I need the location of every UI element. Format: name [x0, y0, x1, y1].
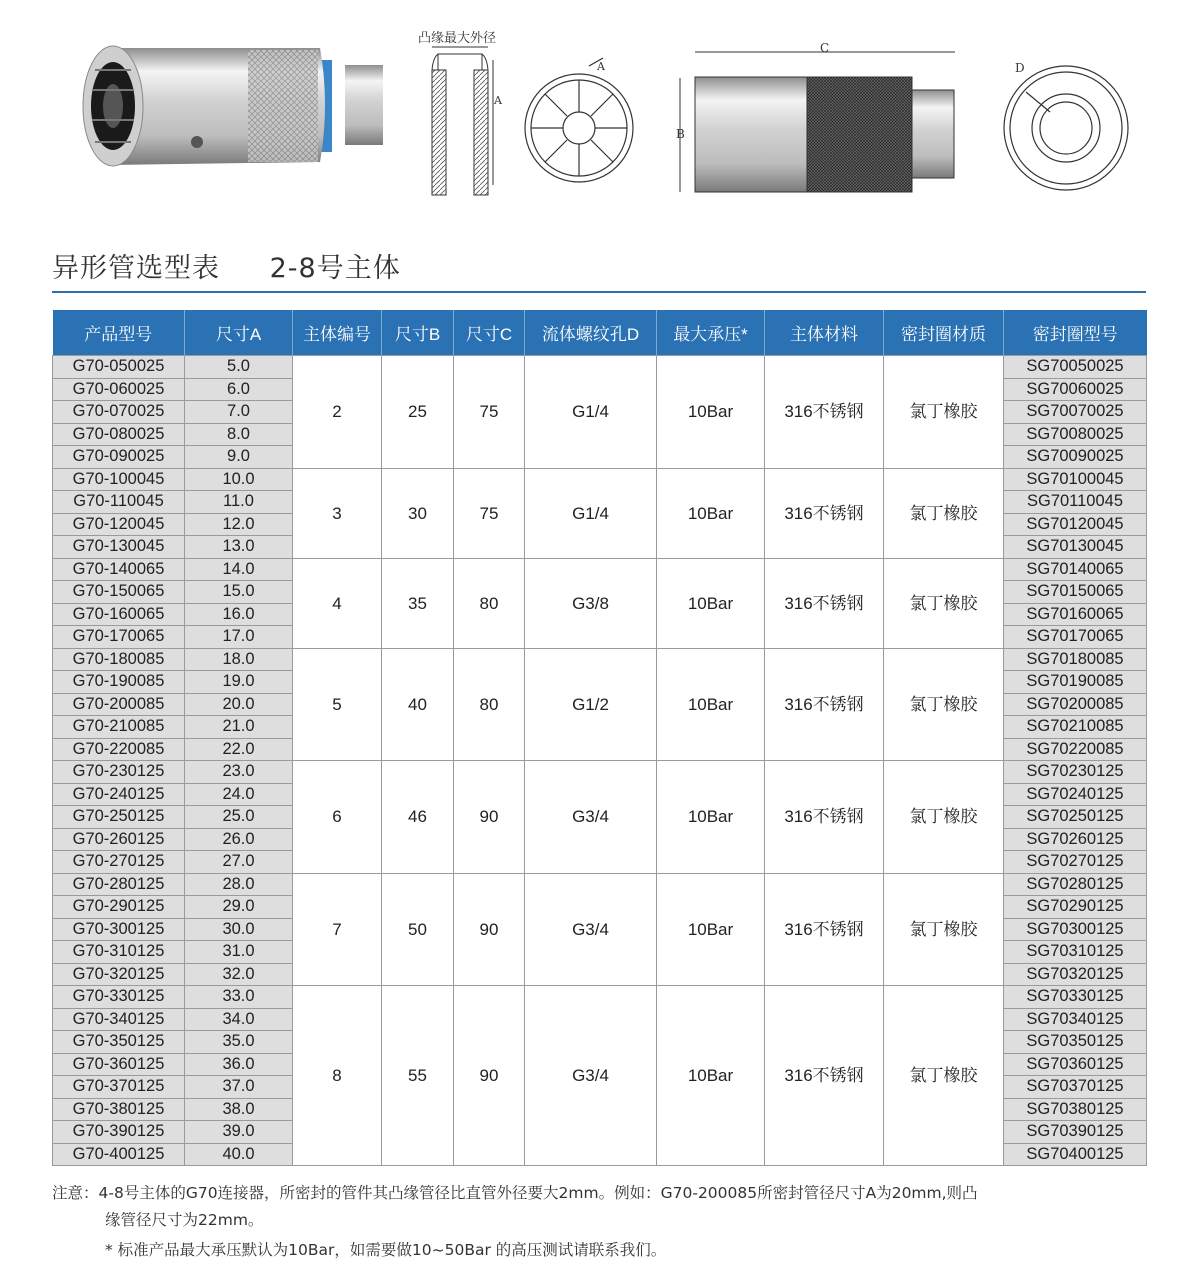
cell-max-pressure: 10Bar	[657, 468, 765, 558]
cell-model: G70-200085	[53, 693, 185, 716]
cell-model: G70-050025	[53, 356, 185, 379]
cell-seal-model: SG70400125	[1004, 1143, 1147, 1166]
cell-model: G70-080025	[53, 423, 185, 446]
cell-max-pressure: 10Bar	[657, 356, 765, 469]
cell-model: G70-290125	[53, 896, 185, 919]
cell-body-no: 5	[293, 648, 382, 761]
cell-thread-d: G3/8	[525, 558, 657, 648]
cell-size-b: 50	[382, 873, 454, 986]
table-row	[53, 356, 1147, 379]
table-row	[53, 873, 1147, 896]
cell-model: G70-120045	[53, 513, 185, 536]
cell-model: G70-210085	[53, 716, 185, 739]
dimension-c-label: C	[820, 41, 830, 55]
table-title-sub: 2-8号主体	[269, 253, 401, 284]
header-seal-model: 密封圈型号	[1004, 310, 1147, 356]
cell-thread-d: G3/4	[525, 761, 657, 874]
cell-seal-model: SG70060025	[1004, 378, 1147, 401]
cell-seal-model: SG70310125	[1004, 941, 1147, 964]
front-view-drawing	[525, 58, 633, 182]
cell-model: G70-320125	[53, 963, 185, 986]
table-header-row	[53, 310, 1147, 356]
cell-seal-model: SG70380125	[1004, 1098, 1147, 1121]
cell-size-a: 28.0	[185, 873, 293, 896]
cell-model: G70-350125	[53, 1031, 185, 1054]
header-body-material: 主体材料	[765, 310, 884, 356]
note-line-2: 缘管径尺寸为22mm。	[105, 1211, 264, 1229]
connector-photo	[83, 46, 383, 166]
cell-seal-model: SG70320125	[1004, 963, 1147, 986]
cell-model: G70-230125	[53, 761, 185, 784]
cell-size-c: 90	[454, 986, 525, 1166]
cell-size-a: 20.0	[185, 693, 293, 716]
cell-size-b: 25	[382, 356, 454, 469]
cell-body-material: 316不锈钢	[765, 558, 884, 648]
cell-size-a: 30.0	[185, 918, 293, 941]
header-max-pressure: 最大承压*	[657, 310, 765, 356]
cell-model: G70-070025	[53, 401, 185, 424]
cell-size-a: 36.0	[185, 1053, 293, 1076]
cell-seal-model: SG70390125	[1004, 1121, 1147, 1144]
header-thread-d: 流体螺纹孔D	[525, 310, 657, 356]
table-row	[53, 761, 1147, 784]
header-body-no: 主体编号	[293, 310, 382, 356]
cell-model: G70-060025	[53, 378, 185, 401]
cell-seal-model: SG70340125	[1004, 1008, 1147, 1031]
cell-seal-model: SG70190085	[1004, 671, 1147, 694]
cell-size-c: 75	[454, 468, 525, 558]
flange-diameter-label: 凸缘最大外径	[418, 31, 497, 46]
cell-seal-model: SG70240125	[1004, 783, 1147, 806]
table-row	[53, 558, 1147, 581]
cell-model: G70-300125	[53, 918, 185, 941]
cell-seal-model: SG70200085	[1004, 693, 1147, 716]
cell-model: G70-250125	[53, 806, 185, 829]
cell-size-a: 31.0	[185, 941, 293, 964]
cell-model: G70-360125	[53, 1053, 185, 1076]
cell-body-material: 316不锈钢	[765, 873, 884, 986]
cell-size-b: 35	[382, 558, 454, 648]
cell-size-a: 29.0	[185, 896, 293, 919]
cell-size-b: 30	[382, 468, 454, 558]
cell-seal-material: 氯丁橡胶	[884, 761, 1004, 874]
cell-size-c: 80	[454, 648, 525, 761]
spec-table	[52, 310, 1147, 1166]
cell-seal-model: SG70350125	[1004, 1031, 1147, 1054]
cell-size-a: 25.0	[185, 806, 293, 829]
cell-seal-model: SG70070025	[1004, 401, 1147, 424]
cell-size-a: 8.0	[185, 423, 293, 446]
cell-seal-model: SG70220085	[1004, 738, 1147, 761]
cell-model: G70-380125	[53, 1098, 185, 1121]
cell-model: G70-100045	[53, 468, 185, 491]
cell-body-no: 6	[293, 761, 382, 874]
cell-seal-model: SG70270125	[1004, 851, 1147, 874]
header-model: 产品型号	[53, 310, 185, 356]
cell-seal-model: SG70260125	[1004, 828, 1147, 851]
cell-size-a: 40.0	[185, 1143, 293, 1166]
cell-max-pressure: 10Bar	[657, 648, 765, 761]
cell-size-a: 21.0	[185, 716, 293, 739]
cell-size-a: 19.0	[185, 671, 293, 694]
cell-seal-material: 氯丁橡胶	[884, 356, 1004, 469]
cell-size-a: 18.0	[185, 648, 293, 671]
dimension-d-label: D	[1015, 61, 1025, 75]
cell-seal-model: SG70370125	[1004, 1076, 1147, 1099]
notes	[52, 1180, 1152, 1264]
cell-seal-model: SG70180085	[1004, 648, 1147, 671]
cell-size-a: 14.0	[185, 558, 293, 581]
cell-model: G70-370125	[53, 1076, 185, 1099]
cell-seal-material: 氯丁橡胶	[884, 558, 1004, 648]
cell-seal-model: SG70090025	[1004, 446, 1147, 469]
cell-max-pressure: 10Bar	[657, 873, 765, 986]
cell-size-c: 90	[454, 761, 525, 874]
cell-model: G70-310125	[53, 941, 185, 964]
cell-model: G70-180085	[53, 648, 185, 671]
cell-seal-material: 氯丁橡胶	[884, 986, 1004, 1166]
cell-seal-model: SG70300125	[1004, 918, 1147, 941]
dimension-a-label-2: A	[597, 60, 605, 73]
dimension-b-label: B	[676, 127, 685, 141]
cell-body-material: 316不锈钢	[765, 648, 884, 761]
cell-seal-model: SG70050025	[1004, 356, 1147, 379]
header-size-c: 尺寸C	[454, 310, 525, 356]
cell-seal-model: SG70120045	[1004, 513, 1147, 536]
table-title-main: 异形管选型表	[52, 253, 220, 284]
cell-size-a: 7.0	[185, 401, 293, 424]
cell-model: G70-110045	[53, 491, 185, 514]
cell-seal-model: SG70100045	[1004, 468, 1147, 491]
side-view-drawing	[676, 41, 955, 192]
cell-size-a: 33.0	[185, 986, 293, 1009]
note-line-3: * 标准产品最大承压默认为10Bar，如需要做10~50Bar 的高压测试请联系我们。	[105, 1241, 667, 1259]
cell-size-a: 22.0	[185, 738, 293, 761]
cell-seal-model: SG70140065	[1004, 558, 1147, 581]
table-title	[52, 246, 401, 285]
cell-size-a: 10.0	[185, 468, 293, 491]
title-divider	[52, 291, 1146, 293]
cell-body-no: 8	[293, 986, 382, 1166]
cell-seal-model: SG70290125	[1004, 896, 1147, 919]
header-size-a: 尺寸A	[185, 310, 293, 356]
cell-seal-model: SG70160065	[1004, 603, 1147, 626]
cell-size-b: 46	[382, 761, 454, 874]
cell-size-a: 11.0	[185, 491, 293, 514]
cell-seal-material: 氯丁橡胶	[884, 648, 1004, 761]
table-row	[53, 648, 1147, 671]
dimension-a-label: A	[494, 94, 502, 107]
cell-size-a: 32.0	[185, 963, 293, 986]
cell-size-a: 5.0	[185, 356, 293, 379]
cell-body-no: 4	[293, 558, 382, 648]
cell-seal-model: SG70150065	[1004, 581, 1147, 604]
cell-body-no: 3	[293, 468, 382, 558]
cell-size-a: 26.0	[185, 828, 293, 851]
cell-body-no: 2	[293, 356, 382, 469]
cell-model: G70-280125	[53, 873, 185, 896]
cell-size-c: 80	[454, 558, 525, 648]
cell-seal-model: SG70280125	[1004, 873, 1147, 896]
note-line-1: 注意：4-8号主体的G70连接器，所密封的管件其凸缘管径比直管外径要大2mm。例如：G70-200085所密封管径尺寸A为20mm,则凸	[52, 1184, 978, 1202]
cell-size-a: 34.0	[185, 1008, 293, 1031]
cell-model: G70-090025	[53, 446, 185, 469]
section-drawing	[418, 30, 503, 195]
table-row	[53, 468, 1147, 491]
cell-model: G70-160065	[53, 603, 185, 626]
cell-size-a: 27.0	[185, 851, 293, 874]
cell-model: G70-140065	[53, 558, 185, 581]
cell-size-a: 6.0	[185, 378, 293, 401]
cell-model: G70-130045	[53, 536, 185, 559]
cell-size-a: 12.0	[185, 513, 293, 536]
cell-seal-model: SG70170065	[1004, 626, 1147, 649]
cell-model: G70-400125	[53, 1143, 185, 1166]
cell-body-material: 316不锈钢	[765, 468, 884, 558]
cell-seal-model: SG70210085	[1004, 716, 1147, 739]
cell-model: G70-340125	[53, 1008, 185, 1031]
cell-thread-d: G1/4	[525, 356, 657, 469]
cell-model: G70-390125	[53, 1121, 185, 1144]
table-row	[53, 986, 1147, 1009]
cell-size-a: 39.0	[185, 1121, 293, 1144]
cell-body-material: 316不锈钢	[765, 356, 884, 469]
cell-seal-model: SG70360125	[1004, 1053, 1147, 1076]
cell-model: G70-220085	[53, 738, 185, 761]
cell-thread-d: G1/4	[525, 468, 657, 558]
product-figures	[0, 0, 1200, 230]
cell-size-a: 17.0	[185, 626, 293, 649]
cell-seal-material: 氯丁橡胶	[884, 873, 1004, 986]
table-body	[53, 356, 1147, 1166]
cell-seal-model: SG70080025	[1004, 423, 1147, 446]
cell-model: G70-190085	[53, 671, 185, 694]
cell-max-pressure: 10Bar	[657, 558, 765, 648]
cell-max-pressure: 10Bar	[657, 986, 765, 1166]
cell-size-a: 35.0	[185, 1031, 293, 1054]
cell-body-material: 316不锈钢	[765, 986, 884, 1166]
end-view-drawing	[1004, 61, 1128, 190]
cell-model: G70-170065	[53, 626, 185, 649]
cell-model: G70-260125	[53, 828, 185, 851]
header-seal-material: 密封圈材质	[884, 310, 1004, 356]
cell-seal-material: 氯丁橡胶	[884, 468, 1004, 558]
cell-size-a: 16.0	[185, 603, 293, 626]
cell-seal-model: SG70330125	[1004, 986, 1147, 1009]
cell-seal-model: SG70250125	[1004, 806, 1147, 829]
cell-model: G70-270125	[53, 851, 185, 874]
cell-size-a: 23.0	[185, 761, 293, 784]
header-size-b: 尺寸B	[382, 310, 454, 356]
cell-size-a: 15.0	[185, 581, 293, 604]
cell-size-b: 40	[382, 648, 454, 761]
cell-thread-d: G3/4	[525, 986, 657, 1166]
cell-size-a: 37.0	[185, 1076, 293, 1099]
cell-max-pressure: 10Bar	[657, 761, 765, 874]
cell-size-a: 38.0	[185, 1098, 293, 1121]
cell-thread-d: G3/4	[525, 873, 657, 986]
cell-model: G70-240125	[53, 783, 185, 806]
cell-size-a: 9.0	[185, 446, 293, 469]
cell-model: G70-330125	[53, 986, 185, 1009]
cell-body-no: 7	[293, 873, 382, 986]
cell-size-a: 13.0	[185, 536, 293, 559]
cell-thread-d: G1/2	[525, 648, 657, 761]
cell-seal-model: SG70110045	[1004, 491, 1147, 514]
cell-seal-model: SG70130045	[1004, 536, 1147, 559]
cell-size-b: 55	[382, 986, 454, 1166]
cell-size-c: 90	[454, 873, 525, 986]
cell-size-c: 75	[454, 356, 525, 469]
cell-model: G70-150065	[53, 581, 185, 604]
cell-size-a: 24.0	[185, 783, 293, 806]
cell-seal-model: SG70230125	[1004, 761, 1147, 784]
cell-body-material: 316不锈钢	[765, 761, 884, 874]
